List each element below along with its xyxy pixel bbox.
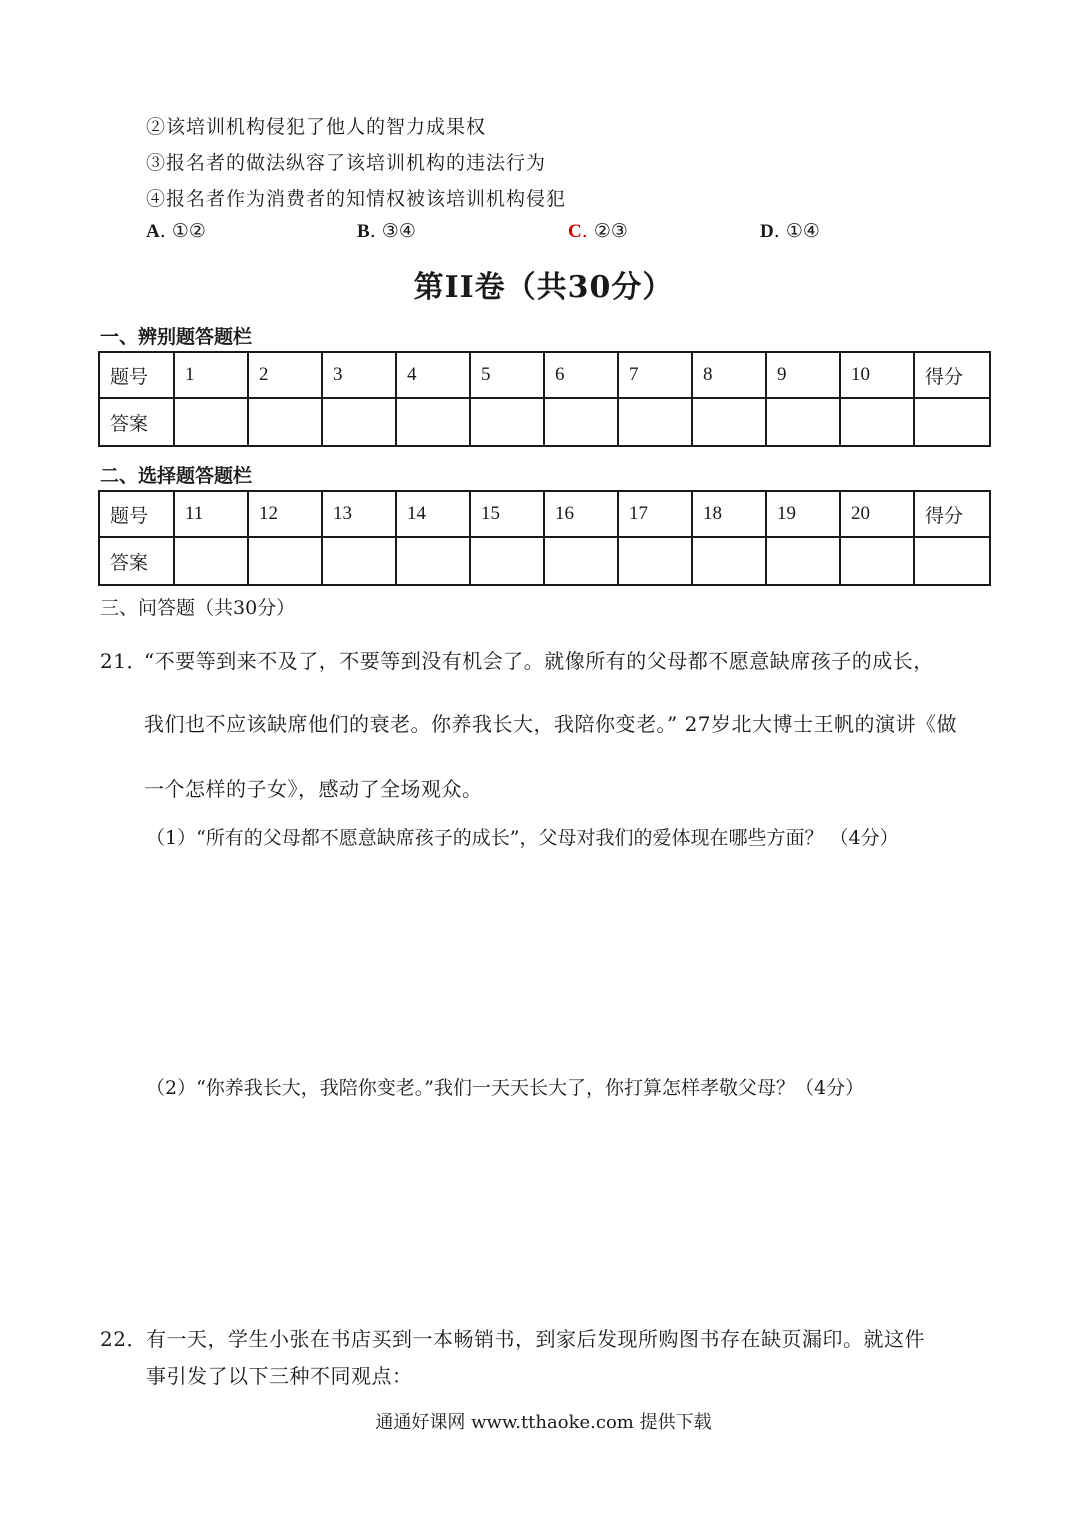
answer-cell[interactable]: [248, 537, 322, 585]
table-cell: 10: [840, 352, 914, 398]
answer-cell[interactable]: [322, 398, 396, 446]
answer-cell[interactable]: [396, 398, 470, 446]
q21-line-2: 我们也不应该缺席他们的衰老。你养我长大，我陪你变老。” 27岁北大博士王帆的演讲《做: [144, 712, 958, 736]
table-cell: 4: [396, 352, 470, 398]
part3-heading: 三、问答题（共30分）: [100, 597, 296, 619]
option-letter: A: [146, 221, 160, 242]
answer-cell[interactable]: [544, 537, 618, 585]
table-cell: 2: [248, 352, 322, 398]
table-cell: 7: [618, 352, 692, 398]
statement-2: ②该培训机构侵犯了他人的智力成果权: [146, 116, 487, 138]
option-d: D. ①④: [760, 220, 820, 242]
footer-text: 通通好课网 www.tthaoke.com 提供下载: [375, 1412, 712, 1433]
answer-cell[interactable]: [840, 398, 914, 446]
part2-heading: 二、选择题答题栏: [100, 465, 253, 487]
option-text: ②③: [593, 220, 628, 242]
q21-line-1: “不要等到来不及了，不要等到没有机会了。就像所有的父母都不愿意缺席孩子的成长，: [144, 649, 934, 673]
table-cell: 16: [544, 491, 618, 537]
answer-table-1: [98, 351, 991, 447]
table-row: [99, 398, 990, 446]
table-cell: 1: [174, 352, 248, 398]
table-cell: 得分: [914, 352, 990, 398]
q22-line-2: 事引发了以下三种不同观点：: [146, 1364, 413, 1388]
table-cell: 12: [248, 491, 322, 537]
answer-cell[interactable]: [248, 398, 322, 446]
table-cell: 19: [766, 491, 840, 537]
answer-cell[interactable]: [544, 398, 618, 446]
answer-cell[interactable]: [692, 398, 766, 446]
table-cell: 题号: [99, 491, 174, 537]
option-letter: B: [357, 221, 370, 242]
answer-cell[interactable]: [618, 398, 692, 446]
answer-cell[interactable]: [766, 398, 840, 446]
statement-3: ③报名者的做法纵容了该培训机构的违法行为: [146, 152, 547, 174]
table-cell: 5: [470, 352, 544, 398]
option-c: C. ②③: [568, 220, 628, 242]
option-text: ①②: [171, 220, 206, 242]
score-cell[interactable]: [914, 537, 990, 585]
answer-cell[interactable]: [840, 537, 914, 585]
table-cell: 得分: [914, 491, 990, 537]
answer-cell[interactable]: [766, 537, 840, 585]
answer-cell[interactable]: [618, 537, 692, 585]
statement-4: ④报名者作为消费者的知情权被该培训机构侵犯: [146, 188, 567, 210]
answer-cell[interactable]: [692, 537, 766, 585]
table-cell: 8: [692, 352, 766, 398]
table-row: [99, 491, 990, 537]
table-cell: 3: [322, 352, 396, 398]
answer-cell[interactable]: [322, 537, 396, 585]
option-a: A. ①②: [146, 220, 206, 242]
answer-cell[interactable]: [174, 398, 248, 446]
table-cell: 20: [840, 491, 914, 537]
q21-subquestion-1: （1）“所有的父母都不愿意缺席孩子的成长”，父母对我们的爱体现在哪些方面？ （4分）: [146, 827, 899, 849]
answer-cell[interactable]: [174, 537, 248, 585]
table-row: [99, 537, 990, 585]
table-cell: 9: [766, 352, 840, 398]
table-cell: 18: [692, 491, 766, 537]
table-cell: 6: [544, 352, 618, 398]
answer-cell[interactable]: [396, 537, 470, 585]
score-cell[interactable]: [914, 398, 990, 446]
option-text: ①④: [785, 220, 820, 242]
answer-cell[interactable]: [470, 398, 544, 446]
table-cell: 13: [322, 491, 396, 537]
table-cell: 11: [174, 491, 248, 537]
table-row: [99, 352, 990, 398]
section-title: 第II卷（共30分）: [413, 270, 674, 305]
answer-cell[interactable]: [470, 537, 544, 585]
table-cell: 答案: [99, 398, 174, 446]
answer-table-2: [98, 490, 991, 586]
table-cell: 答案: [99, 537, 174, 585]
q21-line-3: 一个怎样的子女》，感动了全场观众。: [144, 777, 483, 801]
option-letter: D: [760, 221, 774, 242]
q21-subquestion-2: （2）“你养我长大，我陪你变老。”我们一天天长大了，你打算怎样孝敬父母？（4分）: [146, 1077, 865, 1099]
option-text: ③④: [381, 220, 416, 242]
part1-heading: 一、辨别题答题栏: [100, 326, 253, 348]
q22-line-1: 有一天，学生小张在书店买到一本畅销书，到家后发现所购图书存在缺页漏印。就这件: [146, 1327, 925, 1351]
table-cell: 14: [396, 491, 470, 537]
table-cell: 17: [618, 491, 692, 537]
option-letter: C: [568, 221, 582, 242]
option-b: B. ③④: [357, 220, 416, 242]
q21-number: 21．: [100, 649, 147, 673]
q22-number: 22．: [100, 1327, 147, 1351]
table-cell: 15: [470, 491, 544, 537]
table-cell: 题号: [99, 352, 174, 398]
